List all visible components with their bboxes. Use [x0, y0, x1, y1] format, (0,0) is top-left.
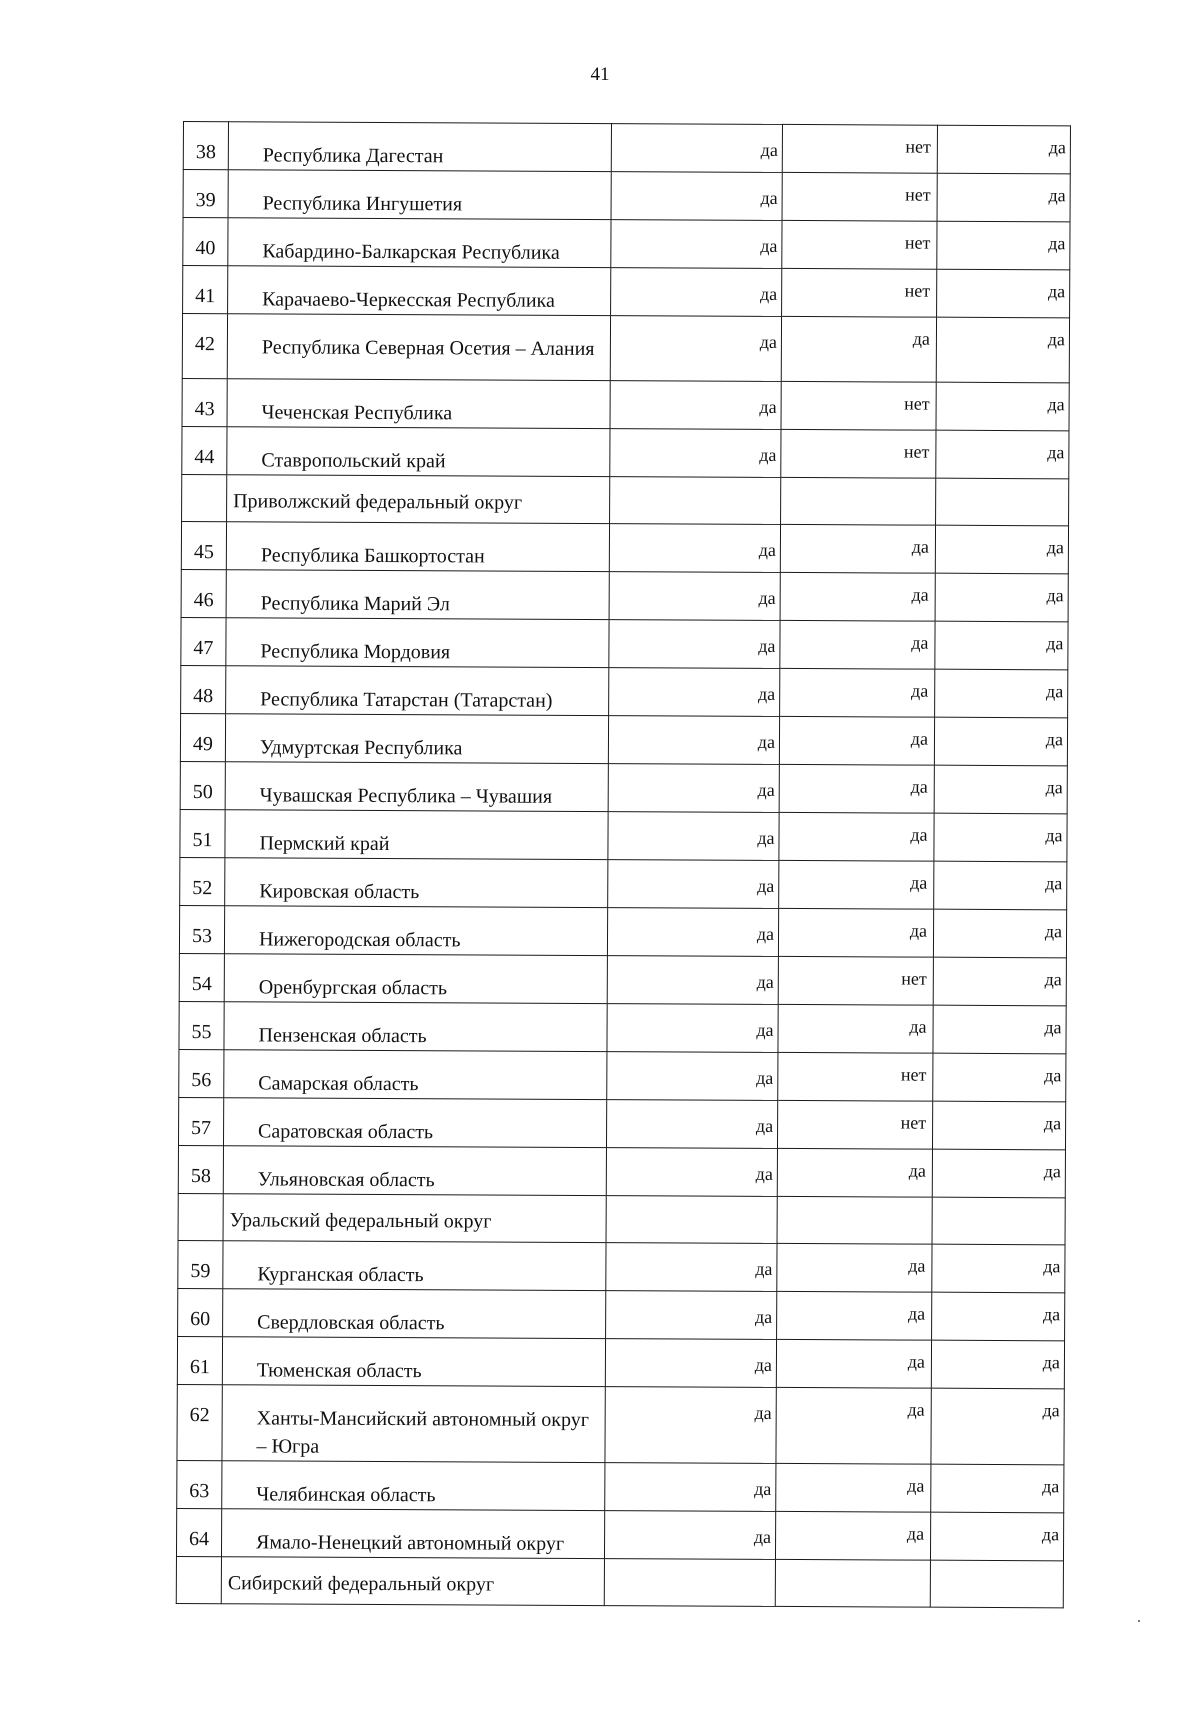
row-number-cell: 55	[179, 1001, 224, 1049]
table-row	[183, 266, 1070, 318]
table-row	[179, 953, 1066, 1005]
row-number-cell: 52	[180, 857, 225, 905]
table-row	[180, 857, 1067, 909]
value-cell-3: да	[934, 717, 1067, 766]
value-cell-1: да	[608, 812, 779, 861]
region-name-cell: Курганская область	[223, 1241, 606, 1291]
value-cell-2: нет	[782, 268, 937, 317]
table-row	[183, 170, 1070, 222]
row-number-cell	[182, 474, 227, 521]
regions-table-body	[176, 122, 1070, 1608]
district-row	[182, 474, 1069, 525]
value-cell-1: да	[610, 381, 781, 430]
value-cell	[936, 478, 1069, 526]
region-name-cell: Республика Мордовия	[226, 618, 609, 668]
value-cell-3: да	[933, 1005, 1066, 1054]
value-cell-2: нет	[778, 1052, 933, 1101]
value-cell-3: да	[937, 221, 1070, 270]
value-cell	[930, 1560, 1063, 1608]
value-cell-3: да	[935, 621, 1068, 670]
value-cell-2: нет	[782, 220, 937, 269]
table-row	[180, 809, 1067, 861]
value-cell-2: да	[777, 1243, 932, 1292]
value-cell-3: да	[932, 1101, 1065, 1150]
value-cell-1: да	[609, 524, 780, 573]
value-cell-3: да	[934, 861, 1067, 910]
value-cell-2: нет	[782, 124, 937, 173]
region-name-cell: Ханты-Мансийский автономный округ – Югра	[222, 1385, 605, 1463]
value-cell-3: да	[934, 765, 1067, 814]
value-cell-3: да	[932, 1292, 1065, 1341]
region-name-cell: Ульяновская область	[223, 1146, 606, 1196]
row-number-cell: 41	[183, 266, 228, 314]
region-name-cell: Республика Дагестан	[228, 122, 611, 172]
region-name-cell: Республика Татарстан (Татарстан)	[226, 666, 609, 716]
row-number-cell: 51	[180, 809, 225, 857]
value-cell-2: нет	[781, 381, 936, 430]
value-cell-1: да	[606, 1148, 777, 1197]
value-cell-3: да	[931, 1388, 1064, 1465]
value-cell-3: да	[934, 813, 1067, 862]
value-cell-1: да	[605, 1339, 776, 1388]
region-name-cell: Кабардино-Балкарская Республика	[228, 218, 611, 268]
value-cell-3: да	[931, 1464, 1064, 1513]
value-cell-2: да	[775, 1511, 930, 1560]
table-row	[178, 1240, 1065, 1292]
value-cell	[606, 1196, 777, 1244]
district-name-cell: Приволжский федеральный округ	[227, 475, 610, 524]
table-row	[177, 1384, 1064, 1464]
value-cell-2: да	[776, 1463, 931, 1512]
value-cell-2: нет	[781, 429, 936, 478]
row-number-cell: 38	[183, 122, 228, 170]
value-cell-1: да	[608, 764, 779, 813]
value-cell-1: да	[608, 860, 779, 909]
value-cell	[781, 477, 936, 525]
value-cell	[775, 1559, 930, 1607]
value-cell-2: да	[781, 316, 936, 382]
row-number-cell: 43	[182, 378, 227, 426]
table-row	[179, 1049, 1066, 1101]
table-row	[181, 617, 1068, 669]
value-cell-3: да	[930, 1512, 1063, 1561]
region-name-cell: Кировская область	[225, 858, 608, 908]
value-cell-1: да	[606, 1243, 777, 1292]
table-row	[178, 1288, 1065, 1340]
row-number-cell	[178, 1193, 223, 1240]
value-cell-3: да	[937, 269, 1070, 318]
value-cell-3: да	[936, 382, 1069, 431]
region-name-cell: Карачаево-Черкесская Республика	[228, 266, 611, 316]
table-row	[180, 761, 1067, 813]
row-number-cell: 64	[176, 1508, 221, 1556]
table-row	[177, 1336, 1064, 1388]
region-name-cell: Ямало-Ненецкий автономный округ	[221, 1509, 604, 1559]
table-row	[176, 1508, 1063, 1560]
table-row	[178, 1097, 1065, 1149]
page-number: 41	[590, 64, 610, 85]
value-cell-2: нет	[782, 172, 937, 221]
region-name-cell: Саратовская область	[223, 1098, 606, 1148]
table-row	[182, 426, 1069, 478]
value-cell-1: да	[604, 1511, 775, 1560]
row-number-cell: 50	[180, 761, 225, 809]
table-row	[182, 314, 1069, 383]
value-cell-2: да	[777, 1148, 932, 1197]
table-row	[181, 569, 1068, 621]
value-cell-3: да	[931, 1340, 1064, 1389]
district-row	[178, 1193, 1065, 1244]
region-name-cell: Свердловская область	[223, 1289, 606, 1339]
region-name-cell: Республика Марий Эл	[226, 570, 609, 620]
value-cell-3: да	[932, 1149, 1065, 1198]
value-cell-1: да	[605, 1387, 776, 1464]
region-name-cell: Республика Ингушетия	[228, 170, 611, 220]
row-number-cell	[176, 1556, 221, 1603]
value-cell-1: да	[609, 620, 780, 669]
region-name-cell: Тюменская область	[222, 1337, 605, 1387]
district-row	[176, 1556, 1063, 1607]
value-cell-2: да	[779, 716, 934, 765]
value-cell-2: да	[779, 764, 934, 813]
row-number-cell: 46	[181, 569, 226, 617]
value-cell-3: да	[936, 430, 1069, 479]
value-cell-1: да	[607, 908, 778, 957]
value-cell-3: да	[933, 909, 1066, 958]
value-cell-2: да	[779, 812, 934, 861]
value-cell-3: да	[932, 1244, 1065, 1293]
value-cell	[777, 1196, 932, 1244]
value-cell-2: да	[780, 668, 935, 717]
value-cell-1: да	[607, 1052, 778, 1101]
value-cell-1: да	[607, 1004, 778, 1053]
row-number-cell: 44	[182, 426, 227, 474]
table-row	[182, 378, 1069, 430]
row-number-cell: 63	[177, 1460, 222, 1508]
region-name-cell: Пензенская область	[224, 1002, 607, 1052]
region-name-cell: Пермский край	[225, 810, 608, 860]
value-cell-2: да	[776, 1387, 931, 1464]
value-cell-1: да	[607, 956, 778, 1005]
row-number-cell: 58	[178, 1145, 223, 1193]
region-name-cell: Чувашская Республика – Чувашия	[225, 762, 608, 812]
value-cell-2: да	[778, 1004, 933, 1053]
region-name-cell: Республика Северная Осетия – Алания	[227, 314, 610, 381]
row-number-cell: 48	[181, 665, 226, 713]
value-cell	[932, 1197, 1065, 1245]
district-name-cell: Сибирский федеральный округ	[221, 1557, 604, 1606]
region-name-cell: Оренбургская область	[224, 954, 607, 1004]
value-cell	[610, 477, 781, 525]
table-row	[177, 1460, 1064, 1512]
table-row	[180, 713, 1067, 765]
row-number-cell: 56	[179, 1049, 224, 1097]
value-cell-1: да	[611, 172, 782, 221]
region-name-cell: Самарская область	[224, 1050, 607, 1100]
regions-table	[176, 121, 1071, 1608]
value-cell-2: да	[777, 1291, 932, 1340]
value-cell-1: да	[611, 268, 782, 317]
value-cell-2: да	[779, 860, 934, 909]
row-number-cell: 40	[183, 218, 228, 266]
table-row	[179, 1001, 1066, 1053]
value-cell-3: да	[933, 957, 1066, 1006]
value-cell-1: да	[605, 1463, 776, 1512]
value-cell-2: да	[780, 572, 935, 621]
row-number-cell: 59	[178, 1240, 223, 1288]
value-cell-1: да	[611, 124, 782, 173]
value-cell-2: да	[776, 1339, 931, 1388]
value-cell-2: да	[778, 908, 933, 957]
row-number-cell: 47	[181, 617, 226, 665]
value-cell-3: да	[935, 573, 1068, 622]
row-number-cell: 39	[183, 170, 228, 218]
value-cell-2: нет	[777, 1100, 932, 1149]
region-name-cell: Нижегородская область	[224, 906, 607, 956]
value-cell-1: да	[606, 1291, 777, 1340]
row-number-cell: 60	[178, 1288, 223, 1336]
row-number-cell: 61	[177, 1336, 222, 1384]
region-name-cell: Республика Башкортостан	[226, 522, 609, 572]
value-cell-1: да	[610, 316, 781, 382]
value-cell-1: да	[606, 1100, 777, 1149]
value-cell-3: да	[937, 173, 1070, 222]
value-cell-3: да	[937, 125, 1070, 174]
district-name-cell: Уральский федеральный округ	[223, 1194, 606, 1243]
value-cell-3: да	[933, 1053, 1066, 1102]
value-cell-1: да	[610, 429, 781, 478]
value-cell-2: нет	[778, 956, 933, 1005]
region-name-cell: Удмуртская Республика	[225, 714, 608, 764]
table-row	[183, 122, 1070, 174]
row-number-cell: 54	[179, 953, 224, 1001]
row-number-cell: 62	[177, 1384, 222, 1460]
region-name-cell: Чеченская Республика	[227, 379, 610, 429]
value-cell-3: да	[936, 317, 1069, 383]
value-cell-3: да	[935, 669, 1068, 718]
value-cell-3: да	[935, 525, 1068, 574]
value-cell-1: да	[609, 668, 780, 717]
table-row	[181, 521, 1068, 573]
value-cell-1: да	[609, 572, 780, 621]
region-name-cell: Челябинская область	[222, 1461, 605, 1511]
table-row	[181, 665, 1068, 717]
row-number-cell: 57	[178, 1097, 223, 1145]
table-row	[183, 218, 1070, 270]
value-cell-2: да	[780, 620, 935, 669]
region-name-cell: Ставропольский край	[227, 427, 610, 477]
value-cell-1: да	[608, 716, 779, 765]
table-row	[178, 1145, 1065, 1197]
scan-artifact	[1138, 1620, 1140, 1622]
row-number-cell: 49	[180, 713, 225, 761]
value-cell-2: да	[780, 524, 935, 573]
row-number-cell: 53	[179, 905, 224, 953]
row-number-cell: 42	[182, 314, 227, 379]
value-cell	[604, 1559, 775, 1607]
table-row	[179, 905, 1066, 957]
value-cell-1: да	[611, 220, 782, 269]
row-number-cell: 45	[181, 521, 226, 569]
